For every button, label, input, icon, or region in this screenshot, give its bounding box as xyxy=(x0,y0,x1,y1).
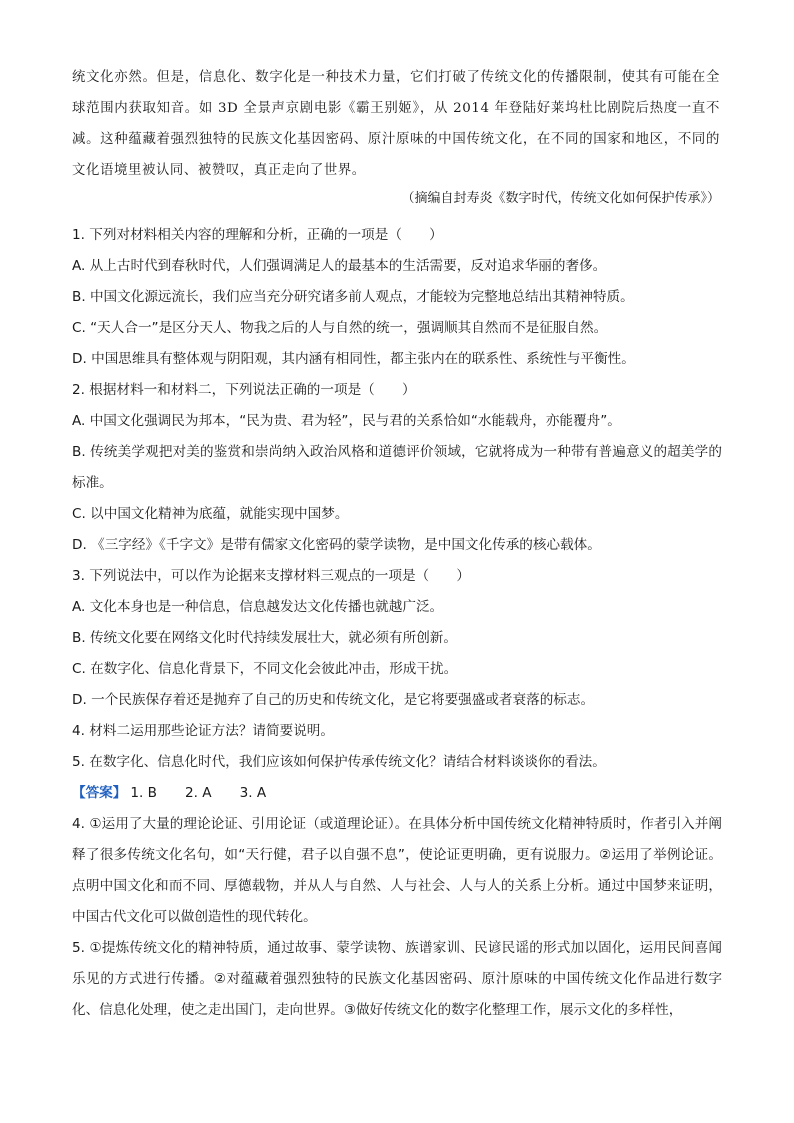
question-2-option-c: C. 以中国文化精神为底蕴，就能实现中国梦。 xyxy=(72,506,349,522)
passage-source: （摘编自封寿炎《数字时代，传统文化如何保护传承》） xyxy=(401,191,720,206)
question-5-stem: 5. 在数字化、信息化时代，我们应该如何保护传承传统文化？请结合材料谈谈你的看法。 xyxy=(72,754,606,770)
answer-item-3: 3. A xyxy=(239,785,267,801)
answer-row xyxy=(72,778,722,809)
question-2-option-a: A. 中国文化强调民为邦本，“民为贵、君为轻”，民与君的关系恰如“水能载舟，亦能覆舟”。 xyxy=(72,413,621,429)
passage-paragraph: 统文化亦然。但是，信息化、数字化是一种技术力量，它们打破了传统文化的传播限制，使其有可能在全球范围内获取知音。如 3D 全景声京剧电影《霸王别姬》，从 2014 年登陆好莱坞杜比剧院后热度一直不减。这种蕴藏着强烈独特的民族文化基因密码、原汁原味的中国传统文化，在不同的国家和地区，不同的文化语境里被认同、被赞叹，真正走向了世界。 xyxy=(72,70,720,178)
question-1-stem: 1. 下列对材料相关内容的理解和分析，正确的一项是（ ） xyxy=(72,227,443,243)
questions-section xyxy=(72,220,722,1026)
explanation-q5: 5. ①提炼传统文化的精神特质，通过故事、蒙学读物、族谱家训、民谚民谣的形式加以固化，运用民间喜闻乐见的方式进行传播。②对蕴藏着强烈独特的民族文化基因密码、原汁原味的中国传统文化作品进行数字化、信息化处理，使之走出国门，走向世界。③做好传统文化的数字化整理工作，展示文化的多样性， xyxy=(72,940,722,1018)
answer-item-2: 2. A xyxy=(185,785,212,801)
question-2-stem: 2. 根据材料一和材料二，下列说法正确的一项是（ ） xyxy=(72,382,416,398)
answer-item-1: 1. B xyxy=(130,785,157,801)
question-1-option-c: C. “天人合一”是区分天人、物我之后的人与自然的统一，强调顺其自然而不是征服自然。 xyxy=(72,320,608,336)
question-3-option-a: A. 文化本身也是一种信息，信息越发达文化传播也就越广泛。 xyxy=(72,599,444,615)
question-1-option-d: D. 中国思维具有整体观与阴阳观，其内涵有相同性，都主张内在的联系性、系统性与平衡性。 xyxy=(72,351,635,367)
question-3-stem: 3. 下列说法中，可以作为论据来支撑材料三观点的一项是（ ） xyxy=(72,568,470,584)
answer-label: 【答案】 xyxy=(72,785,127,801)
question-1-option-a: A. 从上古时代到春秋时代，人们强调满足人的最基本的生活需要，反对追求华丽的奢侈。 xyxy=(72,258,607,274)
question-2-option-b: B. 传统美学观把对美的鉴赏和崇尚纳入政治风格和道德评价领域，它就将成为一种带有普遍意义的超美学的标准。 xyxy=(72,444,722,491)
question-4-stem: 4. 材料二运用那些论证方法？请简要说明。 xyxy=(72,723,334,739)
question-1-option-b: B. 中国文化源远流长，我们应当充分研究诸多前人观点，才能较为完整地总结出其精神特质。 xyxy=(72,289,634,305)
question-3-option-c: C. 在数字化、信息化背景下，不同文化会彼此冲击，形成干扰。 xyxy=(72,661,458,677)
question-2-option-d: D. 《三字经》《千字文》是带有儒家文化密码的蒙学读物，是中国文化传承的核心载体。 xyxy=(72,537,601,553)
question-3-option-d: D. 一个民族保存着还是抛弃了自己的历史和传统文化，是它将要强盛或者衰落的标志。 xyxy=(72,692,595,708)
explanation-q4: 4. ①运用了大量的理论论证、引用论证（或道理论证）。在具体分析中国传统文化精神特质时，作者引入并阐释了很多传统文化名句，如“天行健，君子以自强不息”，使论证更明确，更有说服力。②运用了举例论证。点明中国文化和而不同、厚德载物，并从人与自然、人与社会、人与人的关系上分析。通过中国梦来证明，中国古代文化可以做创造性的现代转化。 xyxy=(72,816,722,925)
question-3-option-b: B. 传统文化要在网络文化时代持续发展壮大，就必须有所创新。 xyxy=(72,630,457,646)
